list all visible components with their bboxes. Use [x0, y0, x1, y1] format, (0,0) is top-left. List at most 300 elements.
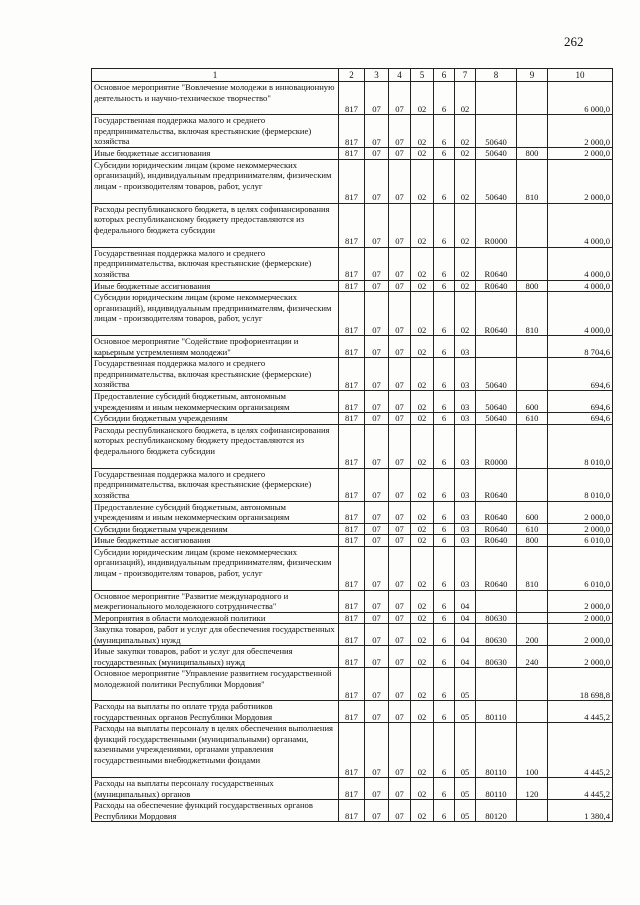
code-cell-c9 [517, 358, 548, 391]
code-cell-c3: 07 [365, 501, 389, 523]
code-cell-c3: 07 [365, 701, 389, 723]
code-cell-c6: 6 [434, 247, 455, 280]
code-cell-c8: R0640 [476, 292, 517, 336]
amount-cell: 4 445,2 [548, 778, 613, 800]
code-cell-c5: 02 [411, 701, 434, 723]
code-cell-c5: 02 [411, 501, 434, 523]
code-cell-c7: 02 [455, 159, 476, 203]
code-cell-c3: 07 [365, 612, 389, 624]
code-cell-c8: 50640 [476, 159, 517, 203]
amount-cell: 2 000,0 [548, 501, 613, 523]
amount-cell: 6 010,0 [548, 546, 613, 590]
code-cell-c2: 817 [339, 413, 365, 425]
code-cell-c6: 6 [434, 523, 455, 535]
amount-cell: 2 000,0 [548, 115, 613, 148]
code-cell-c3: 07 [365, 624, 389, 646]
code-cell-c3: 07 [365, 800, 389, 822]
code-cell-c5: 02 [411, 292, 434, 336]
table-row [92, 115, 613, 148]
row-name: Расходы на обеспечение функций государственных органов Республики Мордовия [92, 800, 339, 822]
code-cell-c8: R0640 [476, 468, 517, 501]
table-row [92, 646, 613, 668]
amount-cell: 4 445,2 [548, 723, 613, 778]
row-name: Закупка товаров, работ и услуг для обеспечения государственных (муниципальных) нужд [92, 624, 339, 646]
code-cell-c7: 03 [455, 546, 476, 590]
table-row [92, 800, 613, 822]
code-cell-c8: R0640 [476, 247, 517, 280]
amount-cell: 8 704,6 [548, 336, 613, 358]
row-name: Основное мероприятие "Управление развитием государственной молодежной политики Республики Мордовия" [92, 668, 339, 701]
amount-cell: 4 000,0 [548, 203, 613, 247]
row-name: Расходы на выплаты персоналу в целях обеспечения выполнения функций государственными (муниципальными) органами, казенными учреждениями, органами управления государственными внебюджетными фондами [92, 723, 339, 778]
code-cell-c4: 07 [389, 523, 411, 535]
code-cell-c9 [517, 701, 548, 723]
code-cell-c2: 817 [339, 800, 365, 822]
code-cell-c4: 07 [389, 612, 411, 624]
code-cell-c5: 02 [411, 115, 434, 148]
code-cell-c6: 6 [434, 546, 455, 590]
code-cell-c4: 07 [389, 800, 411, 822]
code-cell-c3: 07 [365, 778, 389, 800]
code-cell-c2: 817 [339, 203, 365, 247]
code-cell-c7: 03 [455, 358, 476, 391]
code-cell-c8: 50640 [476, 115, 517, 148]
code-cell-c8: 50640 [476, 391, 517, 413]
code-cell-c8: 80630 [476, 612, 517, 624]
amount-cell: 2 000,0 [548, 590, 613, 612]
code-cell-c3: 07 [365, 523, 389, 535]
code-cell-c6: 6 [434, 358, 455, 391]
code-cell-c5: 02 [411, 336, 434, 358]
code-cell-c3: 07 [365, 336, 389, 358]
table-row [92, 468, 613, 501]
code-cell-c2: 817 [339, 501, 365, 523]
code-cell-c3: 07 [365, 424, 389, 468]
code-cell-c7: 04 [455, 612, 476, 624]
code-cell-c3: 07 [365, 590, 389, 612]
code-cell-c6: 6 [434, 159, 455, 203]
code-cell-c5: 02 [411, 523, 434, 535]
code-cell-c7: 05 [455, 778, 476, 800]
amount-cell: 694,6 [548, 413, 613, 425]
code-cell-c5: 02 [411, 778, 434, 800]
amount-cell: 8 010,0 [548, 468, 613, 501]
row-name: Предоставление субсидий бюджетным, автономным учреждениям и иным некоммерческим организациям [92, 501, 339, 523]
code-cell-c9: 120 [517, 778, 548, 800]
code-cell-c9 [517, 82, 548, 115]
code-cell-c7: 02 [455, 82, 476, 115]
code-cell-c7: 04 [455, 624, 476, 646]
code-cell-c9: 800 [517, 280, 548, 292]
code-cell-c5: 02 [411, 413, 434, 425]
column-header: 8 [476, 69, 517, 82]
code-cell-c9 [517, 203, 548, 247]
row-name: Основное мероприятие "Развитие международного и межрегионального молодежного сотрудничества" [92, 590, 339, 612]
code-cell-c7: 04 [455, 590, 476, 612]
code-cell-c3: 07 [365, 391, 389, 413]
amount-cell: 18 698,8 [548, 668, 613, 701]
code-cell-c4: 07 [389, 501, 411, 523]
code-cell-c2: 817 [339, 148, 365, 160]
code-cell-c3: 07 [365, 535, 389, 547]
row-name: Государственная поддержка малого и среднего предпринимательства, включая крестьянские (фермерские) хозяйства [92, 247, 339, 280]
code-cell-c9: 610 [517, 523, 548, 535]
table-row [92, 778, 613, 800]
code-cell-c6: 6 [434, 701, 455, 723]
code-cell-c6: 6 [434, 336, 455, 358]
table-row [92, 159, 613, 203]
code-cell-c2: 817 [339, 590, 365, 612]
code-cell-c9: 810 [517, 546, 548, 590]
code-cell-c2: 817 [339, 701, 365, 723]
code-cell-c8: 50640 [476, 358, 517, 391]
code-cell-c4: 07 [389, 280, 411, 292]
code-cell-c7: 02 [455, 247, 476, 280]
code-cell-c7: 02 [455, 148, 476, 160]
table-row [92, 612, 613, 624]
code-cell-c6: 6 [434, 624, 455, 646]
code-cell-c2: 817 [339, 358, 365, 391]
code-cell-c4: 07 [389, 292, 411, 336]
row-name: Расходы республиканского бюджета, в целях софинансирования которых республиканскому бюджету предоставляются из федерального бюджета субсидии [92, 424, 339, 468]
column-header: 5 [411, 69, 434, 82]
code-cell-c5: 02 [411, 391, 434, 413]
code-cell-c6: 6 [434, 203, 455, 247]
table-row [92, 501, 613, 523]
column-header: 2 [339, 69, 365, 82]
column-header: 1 [92, 69, 339, 82]
code-cell-c6: 6 [434, 148, 455, 160]
column-header: 4 [389, 69, 411, 82]
code-cell-c6: 6 [434, 590, 455, 612]
code-cell-c7: 02 [455, 203, 476, 247]
code-cell-c9 [517, 800, 548, 822]
table-row [92, 424, 613, 468]
header-row [92, 69, 613, 82]
code-cell-c3: 07 [365, 82, 389, 115]
code-cell-c9: 810 [517, 159, 548, 203]
code-cell-c2: 817 [339, 535, 365, 547]
amount-cell: 6 010,0 [548, 535, 613, 547]
code-cell-c8: 80110 [476, 701, 517, 723]
code-cell-c6: 6 [434, 501, 455, 523]
table-row [92, 358, 613, 391]
code-cell-c4: 07 [389, 391, 411, 413]
amount-cell: 8 010,0 [548, 424, 613, 468]
code-cell-c5: 02 [411, 612, 434, 624]
code-cell-c5: 02 [411, 468, 434, 501]
code-cell-c8: R0640 [476, 546, 517, 590]
code-cell-c4: 07 [389, 778, 411, 800]
table-row [92, 535, 613, 547]
code-cell-c6: 6 [434, 115, 455, 148]
code-cell-c2: 817 [339, 159, 365, 203]
code-cell-c6: 6 [434, 668, 455, 701]
code-cell-c2: 817 [339, 424, 365, 468]
code-cell-c2: 817 [339, 468, 365, 501]
code-cell-c2: 817 [339, 115, 365, 148]
code-cell-c3: 07 [365, 115, 389, 148]
code-cell-c2: 817 [339, 646, 365, 668]
code-cell-c8: 50640 [476, 148, 517, 160]
code-cell-c4: 07 [389, 646, 411, 668]
code-cell-c8: R0640 [476, 523, 517, 535]
row-name: Предоставление субсидий бюджетным, автономным учреждениям и иным некоммерческим организациям [92, 391, 339, 413]
code-cell-c5: 02 [411, 82, 434, 115]
code-cell-c4: 07 [389, 624, 411, 646]
amount-cell: 2 000,0 [548, 523, 613, 535]
code-cell-c4: 07 [389, 535, 411, 547]
table-row [92, 280, 613, 292]
row-name: Иные бюджетные ассигнования [92, 148, 339, 160]
row-name: Иные бюджетные ассигнования [92, 280, 339, 292]
code-cell-c7: 03 [455, 535, 476, 547]
code-cell-c3: 07 [365, 723, 389, 778]
table-row [92, 247, 613, 280]
code-cell-c8: R0000 [476, 424, 517, 468]
amount-cell: 6 000,0 [548, 82, 613, 115]
code-cell-c5: 02 [411, 646, 434, 668]
table-row [92, 292, 613, 336]
table-row [92, 723, 613, 778]
table-row [92, 590, 613, 612]
amount-cell: 2 000,0 [548, 159, 613, 203]
row-name: Расходы на выплаты по оплате труда работников государственных органов Республики Мордовия [92, 701, 339, 723]
column-header: 6 [434, 69, 455, 82]
row-name: Основное мероприятие "Вовлечение молодежи в инновационную деятельность и научно-техническое творчество" [92, 82, 339, 115]
code-cell-c4: 07 [389, 159, 411, 203]
code-cell-c2: 817 [339, 82, 365, 115]
code-cell-c2: 817 [339, 247, 365, 280]
amount-cell: 4 445,2 [548, 701, 613, 723]
code-cell-c3: 07 [365, 358, 389, 391]
code-cell-c8 [476, 82, 517, 115]
code-cell-c7: 05 [455, 668, 476, 701]
column-header: 10 [548, 69, 613, 82]
code-cell-c7: 03 [455, 391, 476, 413]
budget-table [91, 68, 613, 822]
code-cell-c2: 817 [339, 723, 365, 778]
code-cell-c9 [517, 115, 548, 148]
code-cell-c3: 07 [365, 280, 389, 292]
code-cell-c5: 02 [411, 590, 434, 612]
code-cell-c3: 07 [365, 159, 389, 203]
code-cell-c9 [517, 336, 548, 358]
code-cell-c8 [476, 668, 517, 701]
table-row [92, 668, 613, 701]
code-cell-c4: 07 [389, 358, 411, 391]
row-name: Государственная поддержка малого и среднего предпринимательства, включая крестьянские (фермерские) хозяйства [92, 358, 339, 391]
code-cell-c9: 800 [517, 535, 548, 547]
column-header: 3 [365, 69, 389, 82]
code-cell-c9: 600 [517, 501, 548, 523]
code-cell-c9: 610 [517, 413, 548, 425]
row-name: Государственная поддержка малого и среднего предпринимательства, включая крестьянские (фермерские) хозяйства [92, 115, 339, 148]
code-cell-c4: 07 [389, 115, 411, 148]
code-cell-c5: 02 [411, 148, 434, 160]
code-cell-c8: R0000 [476, 203, 517, 247]
code-cell-c6: 6 [434, 800, 455, 822]
code-cell-c4: 07 [389, 723, 411, 778]
code-cell-c7: 05 [455, 723, 476, 778]
column-header: 7 [455, 69, 476, 82]
code-cell-c6: 6 [434, 723, 455, 778]
amount-cell: 4 000,0 [548, 292, 613, 336]
code-cell-c8: R0640 [476, 501, 517, 523]
code-cell-c3: 07 [365, 203, 389, 247]
code-cell-c4: 07 [389, 203, 411, 247]
code-cell-c7: 03 [455, 501, 476, 523]
code-cell-c3: 07 [365, 413, 389, 425]
amount-cell: 4 000,0 [548, 280, 613, 292]
code-cell-c4: 07 [389, 590, 411, 612]
code-cell-c5: 02 [411, 535, 434, 547]
code-cell-c9: 800 [517, 148, 548, 160]
code-cell-c9 [517, 424, 548, 468]
code-cell-c6: 6 [434, 280, 455, 292]
amount-cell: 694,6 [548, 391, 613, 413]
table-row [92, 148, 613, 160]
table-row [92, 624, 613, 646]
code-cell-c7: 04 [455, 646, 476, 668]
code-cell-c9 [517, 247, 548, 280]
row-name: Расходы на выплаты персоналу государственных (муниципальных) органов [92, 778, 339, 800]
code-cell-c4: 07 [389, 336, 411, 358]
code-cell-c9: 810 [517, 292, 548, 336]
code-cell-c5: 02 [411, 800, 434, 822]
amount-cell: 2 000,0 [548, 646, 613, 668]
code-cell-c8: 80630 [476, 646, 517, 668]
code-cell-c9 [517, 668, 548, 701]
table-row [92, 546, 613, 590]
code-cell-c7: 02 [455, 115, 476, 148]
code-cell-c4: 07 [389, 546, 411, 590]
code-cell-c5: 02 [411, 159, 434, 203]
code-cell-c2: 817 [339, 336, 365, 358]
code-cell-c8: 80120 [476, 800, 517, 822]
code-cell-c2: 817 [339, 391, 365, 413]
code-cell-c7: 02 [455, 280, 476, 292]
code-cell-c7: 05 [455, 800, 476, 822]
code-cell-c9: 200 [517, 624, 548, 646]
code-cell-c6: 6 [434, 646, 455, 668]
code-cell-c3: 07 [365, 247, 389, 280]
code-cell-c4: 07 [389, 247, 411, 280]
code-cell-c7: 03 [455, 336, 476, 358]
code-cell-c5: 02 [411, 203, 434, 247]
code-cell-c6: 6 [434, 612, 455, 624]
code-cell-c7: 03 [455, 424, 476, 468]
code-cell-c6: 6 [434, 391, 455, 413]
code-cell-c8 [476, 336, 517, 358]
code-cell-c2: 817 [339, 778, 365, 800]
code-cell-c3: 07 [365, 546, 389, 590]
code-cell-c9: 240 [517, 646, 548, 668]
code-cell-c5: 02 [411, 280, 434, 292]
row-name: Иные бюджетные ассигнования [92, 535, 339, 547]
code-cell-c8: 80110 [476, 723, 517, 778]
code-cell-c5: 02 [411, 546, 434, 590]
code-cell-c4: 07 [389, 668, 411, 701]
table-row [92, 413, 613, 425]
code-cell-c6: 6 [434, 468, 455, 501]
amount-cell: 2 000,0 [548, 612, 613, 624]
code-cell-c2: 817 [339, 280, 365, 292]
code-cell-c2: 817 [339, 624, 365, 646]
amount-cell: 694,6 [548, 358, 613, 391]
table-body [92, 82, 613, 822]
row-name: Основное мероприятие "Содействие профориентации и карьерным устремлениям молодежи" [92, 336, 339, 358]
row-name: Мероприятия в области молодежной политики [92, 612, 339, 624]
row-name: Субсидии юридическим лицам (кроме некоммерческих организаций), индивидуальным предпринимателям, физическим лицам - производителям товаров, работ, услуг [92, 546, 339, 590]
code-cell-c8: 50640 [476, 413, 517, 425]
code-cell-c7: 02 [455, 292, 476, 336]
code-cell-c9: 600 [517, 391, 548, 413]
code-cell-c8: 80110 [476, 778, 517, 800]
code-cell-c4: 07 [389, 413, 411, 425]
code-cell-c6: 6 [434, 424, 455, 468]
row-name: Субсидии юридическим лицам (кроме некоммерческих организаций), индивидуальным предпринимателям, физическим лицам - производителям товаров, работ, услуг [92, 159, 339, 203]
code-cell-c3: 07 [365, 148, 389, 160]
code-cell-c4: 07 [389, 424, 411, 468]
column-header: 9 [517, 69, 548, 82]
code-cell-c3: 07 [365, 646, 389, 668]
code-cell-c8 [476, 590, 517, 612]
page-number: 262 [564, 34, 584, 49]
code-cell-c5: 02 [411, 624, 434, 646]
code-cell-c5: 02 [411, 668, 434, 701]
code-cell-c2: 817 [339, 523, 365, 535]
code-cell-c9 [517, 590, 548, 612]
row-name: Субсидии юридическим лицам (кроме некоммерческих организаций), индивидуальным предпринимателям, физическим лицам - производителям товаров, работ, услуг [92, 292, 339, 336]
table-row [92, 82, 613, 115]
code-cell-c2: 817 [339, 292, 365, 336]
row-name: Государственная поддержка малого и среднего предпринимательства, включая крестьянские (фермерские) хозяйства [92, 468, 339, 501]
code-cell-c4: 07 [389, 82, 411, 115]
code-cell-c2: 817 [339, 546, 365, 590]
amount-cell: 4 000,0 [548, 247, 613, 280]
code-cell-c7: 05 [455, 701, 476, 723]
row-name: Расходы республиканского бюджета, в целях софинансирования которых республиканскому бюджету предоставляются из федерального бюджета субсидии [92, 203, 339, 247]
code-cell-c6: 6 [434, 292, 455, 336]
table-row [92, 336, 613, 358]
row-name: Субсидии бюджетным учреждениям [92, 413, 339, 425]
code-cell-c6: 6 [434, 535, 455, 547]
table-row [92, 203, 613, 247]
row-name: Субсидии бюджетным учреждениям [92, 523, 339, 535]
code-cell-c5: 02 [411, 424, 434, 468]
code-cell-c4: 07 [389, 468, 411, 501]
code-cell-c6: 6 [434, 413, 455, 425]
code-cell-c8: R0640 [476, 535, 517, 547]
amount-cell: 2 000,0 [548, 624, 613, 646]
code-cell-c8: R0640 [476, 280, 517, 292]
code-cell-c2: 817 [339, 668, 365, 701]
code-cell-c5: 02 [411, 723, 434, 778]
code-cell-c2: 817 [339, 612, 365, 624]
code-cell-c8: 80630 [476, 624, 517, 646]
amount-cell: 1 380,4 [548, 800, 613, 822]
code-cell-c5: 02 [411, 247, 434, 280]
code-cell-c3: 07 [365, 292, 389, 336]
code-cell-c6: 6 [434, 778, 455, 800]
table-row [92, 523, 613, 535]
code-cell-c3: 07 [365, 668, 389, 701]
code-cell-c7: 03 [455, 413, 476, 425]
table-row [92, 391, 613, 413]
code-cell-c5: 02 [411, 358, 434, 391]
code-cell-c4: 07 [389, 701, 411, 723]
